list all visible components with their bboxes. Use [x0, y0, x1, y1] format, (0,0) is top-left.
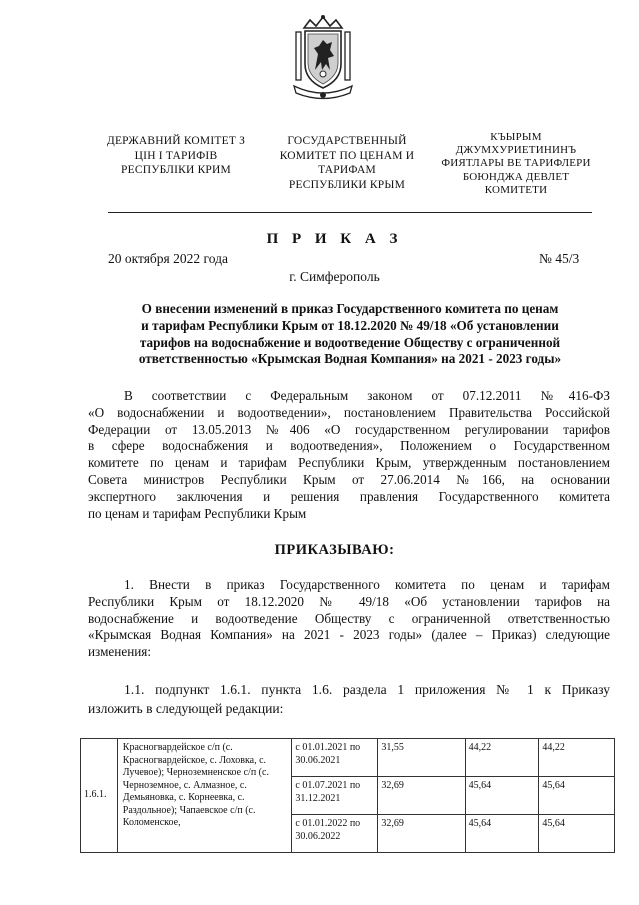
table-row — [81, 739, 615, 777]
tariff-value-cell: 45,64 — [465, 815, 539, 853]
item-1-1-paragraph — [88, 680, 610, 718]
order-heading: ПРИКАЗЫВАЮ: — [274, 542, 395, 558]
header-center-line: РЕСПУБЛИКИ КРЫМ — [288, 178, 406, 191]
header-left-line: РЕСПУБЛІКИ КРИМ — [121, 164, 231, 176]
document-city: г. Симферополь — [289, 269, 380, 284]
item-1-paragraph — [88, 577, 610, 661]
period-cell: с 01.01.2021 по 30.06.2021 — [292, 739, 378, 777]
preamble-line: В соответствии с Федеральным законом от 07.12.2011 №416-ФЗ — [124, 388, 610, 403]
locality-description-cell: Красногвардейское с/п (с. Красногвардейское, с. Лоховка, с. Лучевое); Черноземненское с/п (с. Черноземное, с. Алмазное, с. Демьяновка, с. Корнеевка, с. Раздольное); Чапаевское с/п (с. Коломенское, — [117, 739, 292, 853]
header-right-line: БОЮНДЖА ДЕВЛЕТ — [462, 170, 570, 183]
period-cell: с 01.07.2021 по 31.12.2021 — [292, 777, 378, 815]
preamble-line: Федерации от 13.05.2013 №406 «О государственном регулировании тарифов — [88, 421, 610, 437]
subject-line: и тарифам Республики Крым от 18.12.2020 № 49/18 «Об установлении — [141, 317, 559, 333]
header-right-line: КЪЫРЫМ — [490, 131, 542, 143]
preamble-line: «О водоснабжении и водоотведении», постановлением Правительства Российской — [88, 404, 610, 420]
tariff-value-cell: 32,69 — [378, 815, 465, 853]
tariff-value-cell: 45,64 — [539, 815, 615, 853]
coat-of-arms-emblem — [290, 14, 356, 100]
header-center-line: ТАРИФАМ — [318, 164, 376, 176]
tariff-value-cell: 31,55 — [378, 739, 465, 777]
preamble-line: комитете по ценам и тарифам Республики Крым, утвержденным постановлением — [88, 455, 610, 471]
tariff-value-cell: 32,69 — [378, 777, 465, 815]
preamble-line: экспертного заключения и решения правления Государственного комитета — [88, 488, 610, 504]
subject-line: О внесении изменений в приказ Государственного комитета по ценам — [141, 301, 559, 316]
document-title: П Р И К А З — [266, 231, 403, 247]
header-left-line: ЦІН І ТАРИФІВ — [134, 149, 218, 162]
header-right — [426, 131, 606, 197]
document-date: 20 октября 2022 года — [108, 251, 228, 266]
tariff-table — [80, 738, 615, 853]
preamble-line: в сфере водоснабжения и водоотведения», Положением о Государственном — [88, 438, 610, 454]
tariff-value-cell: 45,64 — [539, 777, 615, 815]
header-right-line: ФИЯТЛАРЫ ВЕ ТАРИФЛЕРИ — [441, 157, 591, 170]
preamble-paragraph — [88, 388, 610, 522]
document-subject — [90, 301, 610, 368]
tariff-value-cell: 44,22 — [539, 739, 615, 777]
preamble-line: Совета министров Республики Крым от 27.06.2014 №166, на основании — [88, 471, 610, 487]
header-center — [258, 134, 436, 192]
header-left-line: ДЕРЖАВНИЙ КОМІТЕТ З — [106, 135, 246, 147]
header-center-line: КОМИТЕТ ПО ЦЕНАМ И — [279, 149, 415, 162]
period-cell: с 01.01.2022 по 30.06.2022 — [292, 815, 378, 853]
row-number-cell: 1.6.1. — [81, 739, 118, 853]
tariff-value-cell: 45,64 — [465, 777, 539, 815]
item-1-1-line: изложить в следующей редакции: — [88, 701, 284, 716]
subject-line: тарифов на водоснабжение и водоотведение Обществу с ограниченной — [139, 334, 561, 350]
header-center-line: ГОСУДАРСТВЕННЫЙ — [287, 135, 407, 147]
preamble-line: по ценам и тарифам Республики Крым — [88, 505, 307, 521]
header-right-line: КОМИТЕТИ — [484, 183, 548, 196]
item-1-line: водоснабжение и водоотведение Обществу с ограниченной ответственностью — [88, 610, 610, 626]
item-1-1-line: 1.1. подпункт 1.6.1. пункта 1.6. раздела 1 приложения № 1 к Приказу — [124, 682, 610, 697]
header-right-line: ДЖУМХУРИЕТИНИНЪ — [455, 144, 577, 157]
item-1-line: 1. Внести в приказ Государственного комитета по ценам и тарифам — [124, 577, 610, 592]
item-1-line: Республики Крым от 18.12.2020 № 49/18 «Об установлении тарифов на — [88, 593, 610, 609]
document-number: № 45/3 — [539, 251, 580, 266]
subject-line: ответственностью «Крымская Водная Компания» на 2021 - 2023 годы» — [138, 351, 562, 367]
tariff-value-cell: 44,22 — [465, 739, 539, 777]
item-1-line: изменения: — [88, 644, 152, 660]
header-divider — [108, 212, 592, 213]
item-1-line: «Крымская Водная Компания» на 2021 - 2023 годы» (далее – Приказ) следующие — [88, 627, 610, 643]
header-left — [86, 134, 266, 178]
